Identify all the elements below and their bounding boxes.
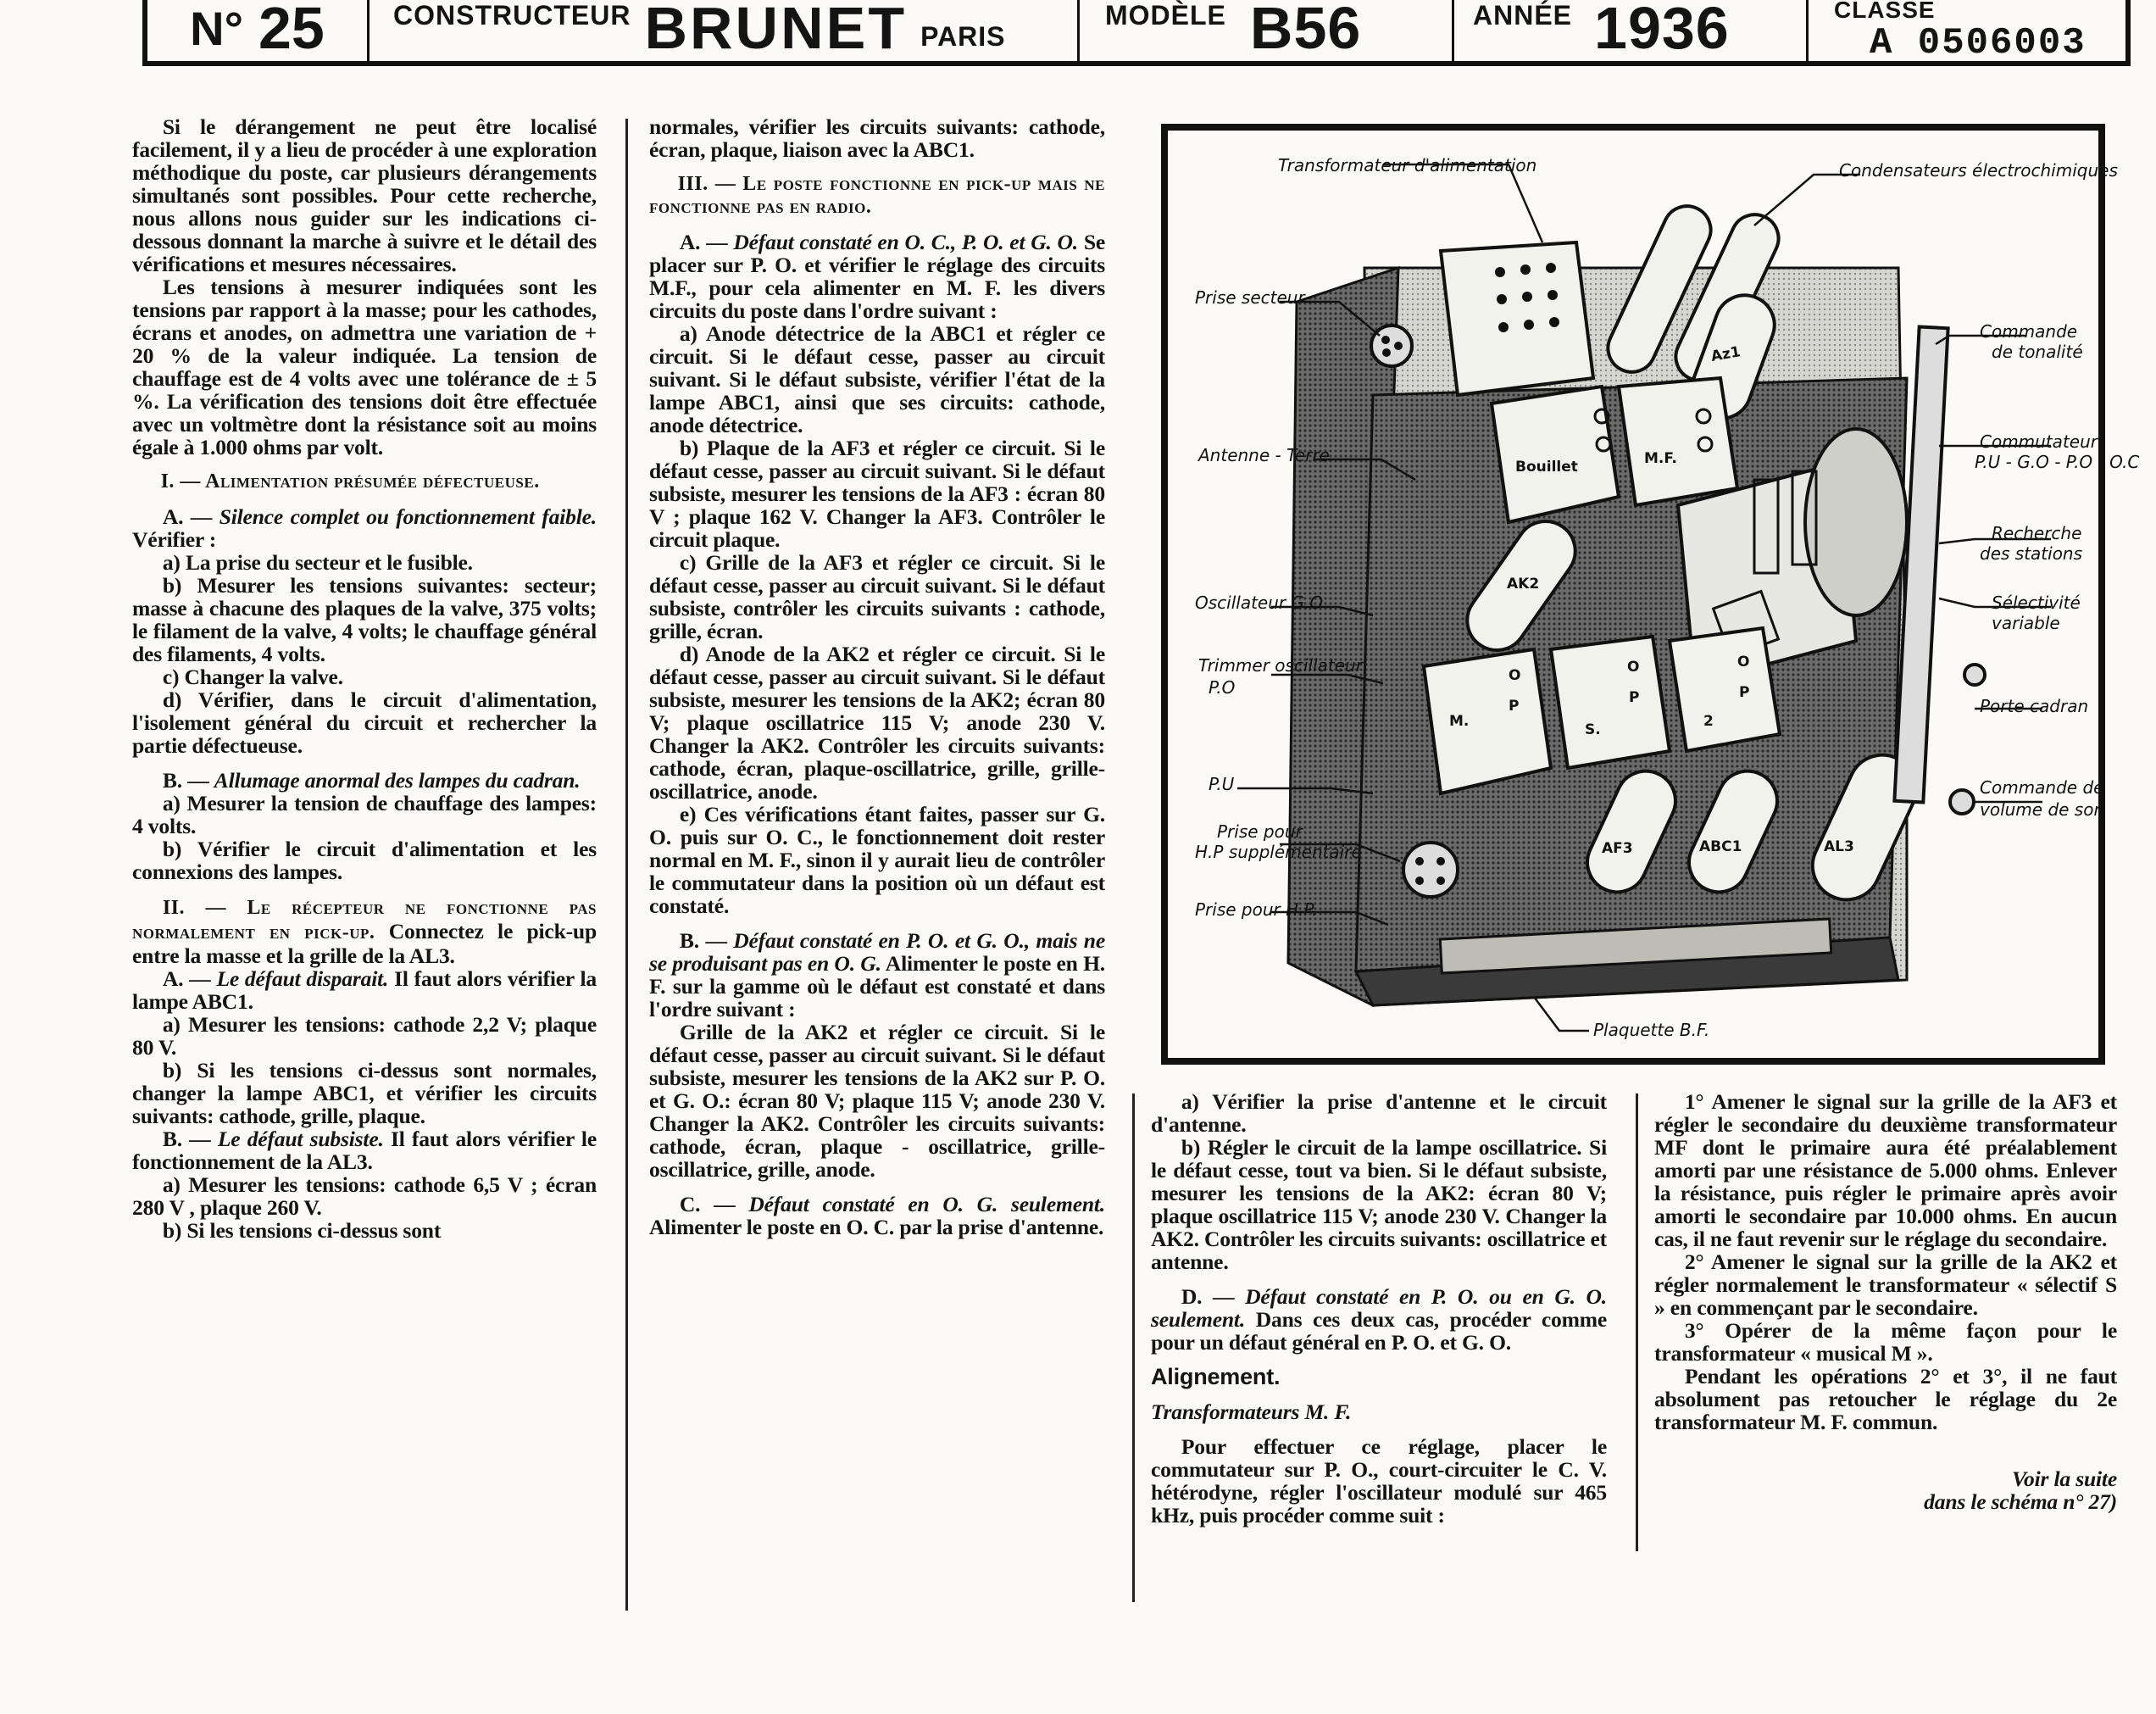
continuation-note: Voir la suite bbox=[2012, 1466, 2117, 1491]
list-item: c) Grille de la AF3 et régler ce circuit. Si le défaut cesse, passer au circuit suivant. Si le défaut subsiste, contrôler les circuits suivants : cathode, grille, écran. bbox=[649, 550, 1105, 643]
subsection-text: Alimenter le poste en O. C. par la prise d'antenne. bbox=[649, 1215, 1104, 1239]
section-text: Connectez le pick-up entre la masse et la grille de la AL3. bbox=[132, 919, 597, 968]
paragraph: normales, vérifier les circuits suivants: cathode, écran, plaque, liaison avec la ABC1. bbox=[649, 114, 1105, 162]
subsection-label: A. — bbox=[162, 504, 213, 529]
sheet-number-label: N° bbox=[190, 1, 243, 55]
svg-text:P.U: P.U bbox=[1209, 774, 1235, 794]
subsection bbox=[132, 967, 597, 1013]
svg-text:Antenne - Terre: Antenne - Terre bbox=[1198, 445, 1330, 465]
list-item: d) Vérifier, dans le circuit d'alimentation, l'isolement général du circuit et rechercher la partie défectueuse. bbox=[132, 687, 597, 758]
text-column-3 bbox=[1151, 1090, 1607, 1527]
section-title: II. — Le récepteur ne fonctionne pas normalement en pick-up. bbox=[132, 897, 597, 943]
svg-text:Commande: Commande bbox=[1980, 321, 2078, 342]
svg-text:2: 2 bbox=[1703, 713, 1714, 730]
subsection-text: Il faut alors vérifier la lampe ABC1. bbox=[132, 966, 597, 1014]
svg-text:Sélectivité: Sélectivité bbox=[1992, 593, 2081, 613]
text-column-4 bbox=[1654, 1090, 2117, 1513]
list-item: b) Vérifier le circuit d'alimentation et les connexions des lampes. bbox=[132, 837, 597, 884]
brand-name: BRUNET bbox=[644, 0, 908, 61]
coil-mf bbox=[1619, 378, 1737, 505]
model-label: MODÈLE bbox=[1105, 0, 1226, 31]
tuning-drum bbox=[1805, 429, 1907, 615]
model-value: B56 bbox=[1249, 0, 1362, 61]
subsection-label: B. — bbox=[162, 1127, 211, 1151]
continuation-note: dans le schéma n° 27) bbox=[1924, 1489, 2117, 1514]
paragraph: Grille de la AK2 et régler ce circuit. Si le défaut cesse, passer au circuit suivant. Si le défaut subsiste, mesurer les tensions de la AK2 sur P. O. et G. O.: écran 80 V; plaque 115 V; anode 230 V. Changer la AK2. Contrôler les circuits suivants: cathode, écran, plaque - oscillatrice, grille-oscillatrice, grille, anode. bbox=[649, 1020, 1105, 1182]
subsection bbox=[649, 231, 1105, 322]
svg-text:AK2: AK2 bbox=[1507, 576, 1540, 593]
paragraph: Les tensions à mesurer indiquées sont les tensions par rapport à la masse; pour les cathodes, écrans et anodes, on admettra une variation de + 20 % de la valeur indiquée. La tension de chauffage est de 4 volts avec une tolérance de ± 5 %. La vérification des tensions doit être effectuée avec un voltmètre dont la résistance soit au moins égale à 1.000 ohms par volt. bbox=[132, 275, 597, 459]
list-item: a) Vérifier la prise d'antenne et le circuit d'antenne. bbox=[1151, 1089, 1607, 1137]
year-label: ANNÉE bbox=[1473, 0, 1573, 31]
list-item: b) Mesurer les tensions suivantes: secteur; masse à chacune des plaques de la valve, 375 volts; le filament de la valve, 4 volts; le chauffage général des filaments, 4 volts. bbox=[132, 573, 597, 666]
subsection-label: D. — bbox=[1181, 1284, 1235, 1309]
list-item: a) Mesurer la tension de chauffage des lampes: 4 volts. bbox=[132, 791, 597, 838]
sheet-number: 25 bbox=[258, 0, 325, 61]
svg-text:H.P supplémentaire: H.P supplémentaire bbox=[1195, 842, 1362, 862]
brand-city: PARIS bbox=[920, 21, 1006, 52]
subsection-label: A. — bbox=[679, 230, 728, 254]
svg-text:Oscillateur G.O: Oscillateur G.O bbox=[1195, 593, 1324, 613]
section-heading: I. — Alimentation présumée défectueuse. bbox=[160, 470, 540, 492]
svg-text:volume de son: volume de son bbox=[1980, 799, 2105, 820]
subsection-text: Alimenter le poste en H. F. sur la gamme où le défaut est constaté et dans l'ordre suivant : bbox=[649, 951, 1105, 1021]
list-item: e) Ces vérifications étant faites, passer sur G. O. puis sur O. C., le fonctionnement doit rester normal en M. F., sinon il y aurait lieu de contrôler le commutateur dans la position où un défaut est constaté. bbox=[649, 802, 1105, 918]
power-transformer bbox=[1441, 242, 1593, 395]
svg-text:O: O bbox=[1627, 659, 1640, 676]
paragraph: Pour effectuer ce réglage, placer le commutateur sur P. O., court-circuiter le C. V. hétérodyne, régler l'oscillateur modulé sur 465 kHz, puis procéder comme suit : bbox=[1151, 1434, 1607, 1528]
subsection bbox=[132, 505, 597, 551]
text-column-2 bbox=[649, 115, 1105, 1238]
list-item: a) Mesurer les tensions: cathode 6,5 V ; écran 280 V , plaque 260 V. bbox=[132, 1172, 597, 1220]
list-item: a) La prise du secteur et le fusible. bbox=[162, 550, 473, 575]
list-item: b) Régler le circuit de la lampe oscillatrice. Si le défaut cesse, tout va bien. Si le défaut subsiste, mesurer les tensions de la AK2: écran 80 V; plaque oscillatrice 115 V; anode 230 V. Changer la AK2. Contrôler les circuits suivants: oscillatrice et antenne. bbox=[1151, 1135, 1607, 1274]
svg-text:de tonalité: de tonalité bbox=[1992, 342, 2083, 362]
subsection bbox=[1151, 1285, 1607, 1354]
class-cell bbox=[1809, 0, 2125, 64]
svg-text:Commutateur: Commutateur bbox=[1980, 431, 2098, 452]
subsection-title: Silence complet ou fonctionnement faible. bbox=[219, 504, 597, 529]
subsection-title: Le défaut subsiste. bbox=[217, 1127, 384, 1151]
list-item: c) Changer la valve. bbox=[162, 665, 343, 689]
subsection-title: Défaut constaté en O. G. seulement. bbox=[748, 1192, 1105, 1216]
svg-text:AF3: AF3 bbox=[1602, 840, 1633, 857]
subsection-title-text: Transformateurs M. F. bbox=[1151, 1400, 1352, 1424]
svg-text:variable: variable bbox=[1992, 613, 2060, 633]
text-column-1 bbox=[132, 115, 597, 1242]
class-label: CLASSE bbox=[1834, 0, 1936, 23]
svg-text:Porte cadran: Porte cadran bbox=[1980, 696, 2089, 716]
subsection-label: C. — bbox=[679, 1192, 736, 1216]
subsection bbox=[649, 1193, 1105, 1238]
svg-text:Prise pour: Prise pour bbox=[1217, 821, 1303, 842]
list-item: a) Mesurer les tensions: cathode 2,2 V; plaque 80 V. bbox=[132, 1012, 597, 1060]
paragraph: 3° Opérer de la même façon pour le transformateur « musical M ». bbox=[1654, 1318, 2117, 1366]
section-heading: III. — Le poste fonctionne en pick-up mais ne fonctionne pas en radio. bbox=[649, 173, 1105, 218]
subsection bbox=[132, 769, 597, 792]
class-code: A 0506003 bbox=[1870, 22, 2087, 64]
header-band bbox=[142, 0, 2131, 66]
svg-text:Prise pour H.P.: Prise pour H.P. bbox=[1195, 899, 1318, 920]
subsection-label: B. — bbox=[679, 928, 727, 953]
svg-text:O: O bbox=[1509, 667, 1521, 684]
paragraph: Si le dérangement ne peut être localisé facilement, il y a lieu de procéder à une exploration méthodique du poste, car plusieurs dérangements simultanés sont possibles. Pour cette recherche, nous allons nous guider sur les indications ci-dessous donnant la marche à suivre et le détail des vérifications et mesures nécessaires. bbox=[132, 114, 597, 276]
year-value: 1936 bbox=[1594, 0, 1730, 61]
svg-text:Prise secteur: Prise secteur bbox=[1195, 287, 1305, 308]
svg-text:M.: M. bbox=[1449, 713, 1470, 730]
subsection-text: Vérifier : bbox=[132, 527, 217, 552]
svg-text:P: P bbox=[1509, 698, 1520, 715]
sheet-number-cell bbox=[147, 0, 370, 61]
subsection-label: B. — bbox=[162, 768, 209, 793]
paragraph: 2° Amener le signal sur la grille de la AK2 et régler normalement le transformateur « sélectif S » en commençant par le secondaire. bbox=[1654, 1249, 2117, 1320]
subsection-text: Il faut alors vérifier le fonctionnement de la AL3. bbox=[132, 1127, 597, 1174]
subsection bbox=[132, 1127, 597, 1173]
coil-m bbox=[1424, 649, 1551, 793]
list-item: a) Anode détectrice de la ABC1 et régler ce circuit. Si le défaut cesse, passer au circuit suivant. Si le défaut subsiste, vérifier l'état de la lampe ABC1, ainsi que ses circuits: cathode, anode détectrice. bbox=[649, 321, 1105, 437]
list-item: b) Plaque de la AF3 et régler ce circuit. Si le défaut cesse, passer au circuit suivant. Si le défaut subsiste, mesurer les tensions de la AF3 : écran 80 V ; plaque 162 V. Changer la AF3. Contrôler le circuit plaque. bbox=[649, 436, 1105, 552]
svg-text:Condensateurs électrochimiques: Condensateurs électrochimiques bbox=[1839, 160, 2118, 181]
subsection-title: Défaut constaté en P. O. ou en G. O. seulement. bbox=[1151, 1284, 1608, 1332]
svg-text:P: P bbox=[1629, 689, 1640, 706]
column-rule bbox=[1636, 1094, 1638, 1551]
svg-text:des stations: des stations bbox=[1980, 543, 2083, 564]
svg-text:AL3: AL3 bbox=[1824, 838, 1854, 855]
column-rule bbox=[1132, 1094, 1135, 1602]
paragraph: 1° Amener le signal sur la grille de la AF3 et régler le secondaire du deuxième transformateur MF dont le primaire aura été préalablement amorti par une résistance de 5.000 ohms. Enlever la résistance, puis régler le primaire après avoir amorti le secondaire par 10.000 ohms. En aucun cas, il ne faut revenir sur le réglage du secondaire. bbox=[1654, 1089, 2117, 1251]
chassis-diagram bbox=[1161, 124, 2140, 1065]
svg-text:Trimmer oscillateur: Trimmer oscillateur bbox=[1198, 655, 1363, 676]
subsection-label: A. — bbox=[162, 966, 211, 991]
subsection-title: Le défaut disparait. bbox=[216, 966, 389, 991]
svg-text:S.: S. bbox=[1585, 721, 1601, 738]
year-cell bbox=[1454, 0, 1809, 61]
list-item: b) Si les tensions ci-dessus sont bbox=[162, 1218, 442, 1243]
list-item: d) Anode de la AK2 et régler ce circuit. Si le défaut cesse, passer au circuit suivant. Si le défaut subsiste, mesurer les tensions de la AK2; écran 80 V; plaque oscillatrice 115 V; anode 230 V. Changer la AK2. Contrôler les circuits suivants: cathode, écran, plaque-oscillatrice, grille, grille-oscillatrice, anode. bbox=[649, 642, 1105, 804]
svg-text:P.U - G.O - P.O - O.C: P.U - G.O - P.O - O.C bbox=[1975, 452, 2140, 472]
subsection-text: Dans ces deux cas, procéder comme pour un défaut général en P. O. et G. O. bbox=[1151, 1307, 1608, 1355]
subsection-title bbox=[1151, 1400, 1607, 1423]
svg-text:Commande de: Commande de bbox=[1980, 777, 2104, 798]
subsection-title: Défaut constaté en P. O. et G. O., mais ne se produisant pas en O. G. bbox=[649, 928, 1105, 976]
svg-text:P.O: P.O bbox=[1209, 677, 1236, 698]
svg-text:P: P bbox=[1739, 684, 1750, 701]
subsection-text: Se placer sur P. O. et vérifier le réglage des circuits M.F., pour cela alimenter en M. F. les divers circuits du poste dans l'ordre suivant : bbox=[649, 230, 1106, 323]
svg-text:Bouillet: Bouillet bbox=[1515, 459, 1578, 476]
model-cell bbox=[1080, 0, 1454, 61]
column-rule bbox=[625, 119, 628, 1611]
subsection-title: Allumage anormal des lampes du cadran. bbox=[214, 768, 581, 793]
coil-s bbox=[1551, 637, 1670, 768]
svg-text:O: O bbox=[1737, 654, 1750, 671]
section-heading bbox=[132, 895, 597, 967]
coil-2 bbox=[1670, 628, 1780, 751]
paragraph: Pendant les opérations 2° et 3°, il ne faut absolument pas retoucher le réglage du 2e transformateur M. F. commun. bbox=[1654, 1364, 2117, 1434]
svg-text:ABC1: ABC1 bbox=[1699, 838, 1742, 855]
coil-bouillet bbox=[1492, 387, 1619, 522]
constructor-cell bbox=[370, 0, 1080, 61]
subsection-title: Défaut constaté en O. C., P. O. et G. O. bbox=[733, 230, 1078, 254]
section-heading: Alignement. bbox=[1151, 1364, 1281, 1389]
svg-text:M.F.: M.F. bbox=[1644, 450, 1677, 467]
constructor-label: CONSTRUCTEUR bbox=[393, 0, 631, 31]
svg-text:Recherche: Recherche bbox=[1992, 523, 2082, 543]
subsection bbox=[649, 929, 1105, 1021]
svg-text:Transformateur d'alimentation: Transformateur d'alimentation bbox=[1278, 155, 1537, 175]
list-item: b) Si les tensions ci-dessus sont normales, changer la lampe ABC1, et vérifier les circuits suivants: cathode, grille, plaque. bbox=[132, 1058, 597, 1128]
svg-text:Az1: Az1 bbox=[1709, 343, 1742, 365]
svg-text:Plaquette B.F.: Plaquette B.F. bbox=[1593, 1020, 1710, 1040]
